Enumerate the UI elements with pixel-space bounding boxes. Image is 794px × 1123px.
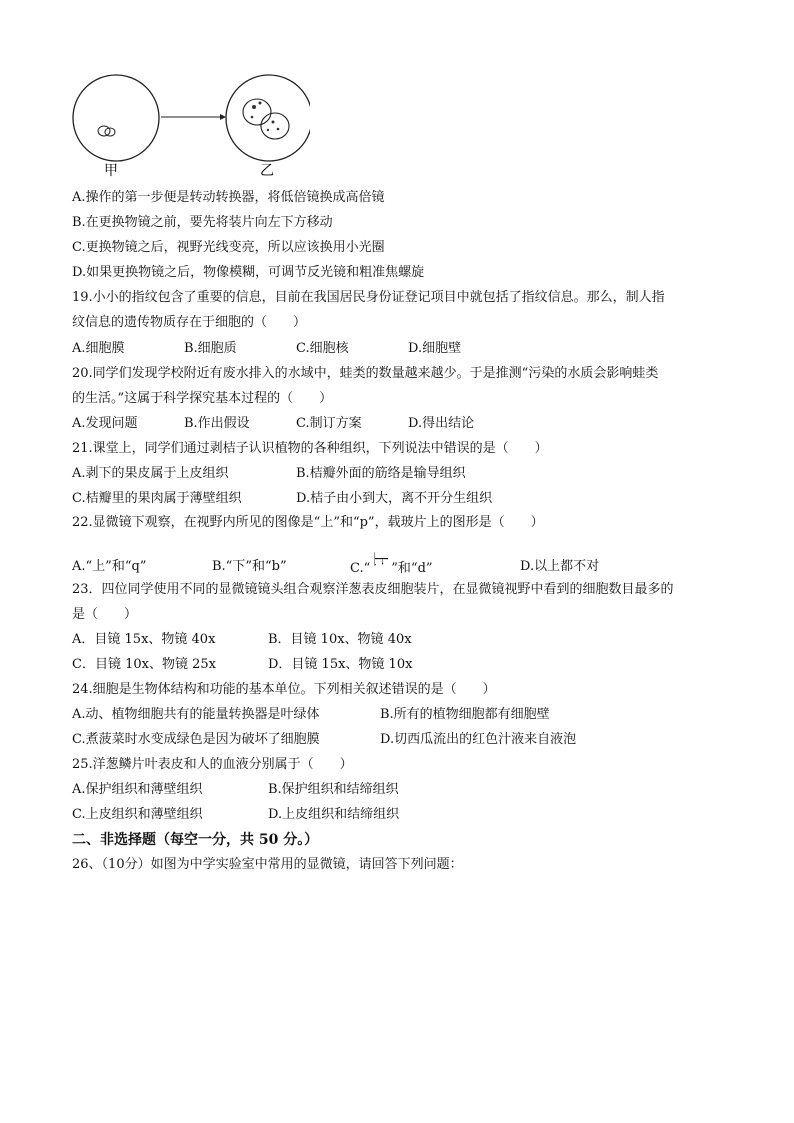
q24-option-d: D.切西瓜流出的红色汁液来自液泡: [380, 732, 577, 747]
field-circle-right: [226, 75, 310, 161]
q19-stem-line1: 19.小小的指纹包含了重要的信息，目前在我国居民身份证登记项目中就包括了指纹信息。那么，制人指: [72, 290, 665, 305]
cell-large-right-2: [261, 113, 289, 139]
q23-option-b: B．目镜 10x、物镜 40x: [268, 632, 412, 647]
q21-option-b: B.桔瓣外面的筋络是输导组织: [296, 466, 466, 481]
q19-option-b: B.细胞质: [184, 341, 237, 356]
field-circle-left: [73, 75, 159, 161]
q20-stem-line2: 的生活。”这属于科学探究基本过程的（ ）: [72, 391, 333, 406]
q19-option-d: D.细胞壁: [408, 341, 462, 356]
figure-svg: [70, 72, 310, 182]
q25-stem: 25.洋葱鳞片叶表皮和人的血液分别属于（ ）: [72, 757, 353, 772]
q22-option-c-prefix: C.“: [350, 561, 371, 576]
q20-option-d: D.得出结论: [408, 416, 475, 431]
q18-option-a: A.操作的第一步便是转动转换器，将低倍镜换成高倍镜: [72, 190, 385, 205]
q22-option-b: B.“下”和“b”: [212, 559, 287, 574]
q25-option-a: A.保护组织和薄壁组织: [72, 782, 203, 797]
q23-option-c: C．目镜 10x、物镜 25x: [72, 657, 216, 672]
q23-option-d: D．目镜 15x、物镜 10x: [268, 657, 413, 672]
q20-option-a: A.发现问题: [72, 416, 138, 431]
q23-stem-line2: 是（ ）: [72, 607, 138, 622]
q23-stem-line1: 23．四位同学使用不同的显微镜镜头组合观察洋葱表皮细胞装片，在显微镜视野中看到的细胞数目最多的: [72, 582, 674, 597]
q19-stem-line2: 纹信息的遗传物质存在于细胞的（ ）: [72, 315, 307, 330]
section-2-title: 二、非选择题（每空一分，共 50 分。）: [72, 832, 319, 848]
q20-option-c: C.制订方案: [296, 416, 362, 431]
q21-option-c: C.桔瓣里的果肉属于薄壁组织: [72, 491, 242, 506]
q20-stem-line1: 20.同学们发现学校附近有废水排入的水域中，蛙类的数量越来越少。于是推测“污染的水质会影响蛙类: [72, 366, 659, 381]
q24-option-a: A.动、植物细胞共有的能量转换器是叶绿体: [72, 707, 320, 722]
q25-option-d: D.上皮组织和结缔组织: [268, 807, 400, 822]
q19-option-a: A.细胞膜: [72, 341, 125, 356]
figure-label-left: 甲: [104, 163, 118, 179]
cell-large-right-1: [243, 99, 271, 125]
q26-stem: 26、（10分）如图为中学实验室中常用的显微镜，请回答下列问题：: [72, 857, 463, 872]
q21-option-a: A.剥下的果皮属于上皮组织: [72, 466, 229, 481]
q18-option-c: C.更换物镜之后，视野光线变亮，所以应该换用小光圈: [72, 240, 385, 255]
q22-stem: 22.显微镜下观察，在视野内所见的图像是“上”和“p”，载玻片上的图形是（ ）: [72, 515, 544, 530]
q25-option-c: C.上皮组织和薄壁组织: [72, 807, 203, 822]
q22-option-c-rotated-glyph: 上: [371, 551, 390, 567]
cell-small-left: [98, 126, 110, 136]
q18-option-d: D.如果更换物镜之后，物像模糊，可调节反光镜和粗准焦螺旋: [72, 265, 425, 280]
q19-option-c: C.细胞核: [296, 341, 349, 356]
q20-option-b: B.作出假设: [184, 416, 250, 431]
q24-option-c: C.煮菠菜时水变成绿色是因为破坏了细胞膜: [72, 732, 320, 747]
q24-stem: 24.细胞是生物体结构和功能的基本单位。下列相关叙述错误的是（ ）: [72, 682, 496, 697]
figure-arrowhead: [220, 114, 226, 120]
microscope-field-figure: [70, 72, 310, 182]
q24-option-b: B.所有的植物细胞都有细胞壁: [380, 707, 550, 722]
figure-label-right: 乙: [260, 163, 274, 179]
q22-option-a: A.“上”和“q”: [72, 559, 147, 574]
q22-option-c: [350, 551, 433, 579]
q23-option-a: A．目镜 15x、物镜 40x: [72, 632, 216, 647]
q25-option-b: B.保护组织和结缔组织: [268, 782, 399, 797]
q21-option-d: D.桔子由小到大，离不开分生组织: [296, 491, 493, 506]
q21-stem: 21.课堂上，同学们通过剥桔子认识植物的各种组织，下列说法中错误的是（ ）: [72, 441, 548, 456]
q18-option-b: B.在更换物镜之前，要先将装片向左下方移动: [72, 215, 333, 230]
q22-option-c-suffix: ”和“d”: [391, 561, 433, 576]
q22-option-d: D.以上都不对: [520, 559, 600, 574]
